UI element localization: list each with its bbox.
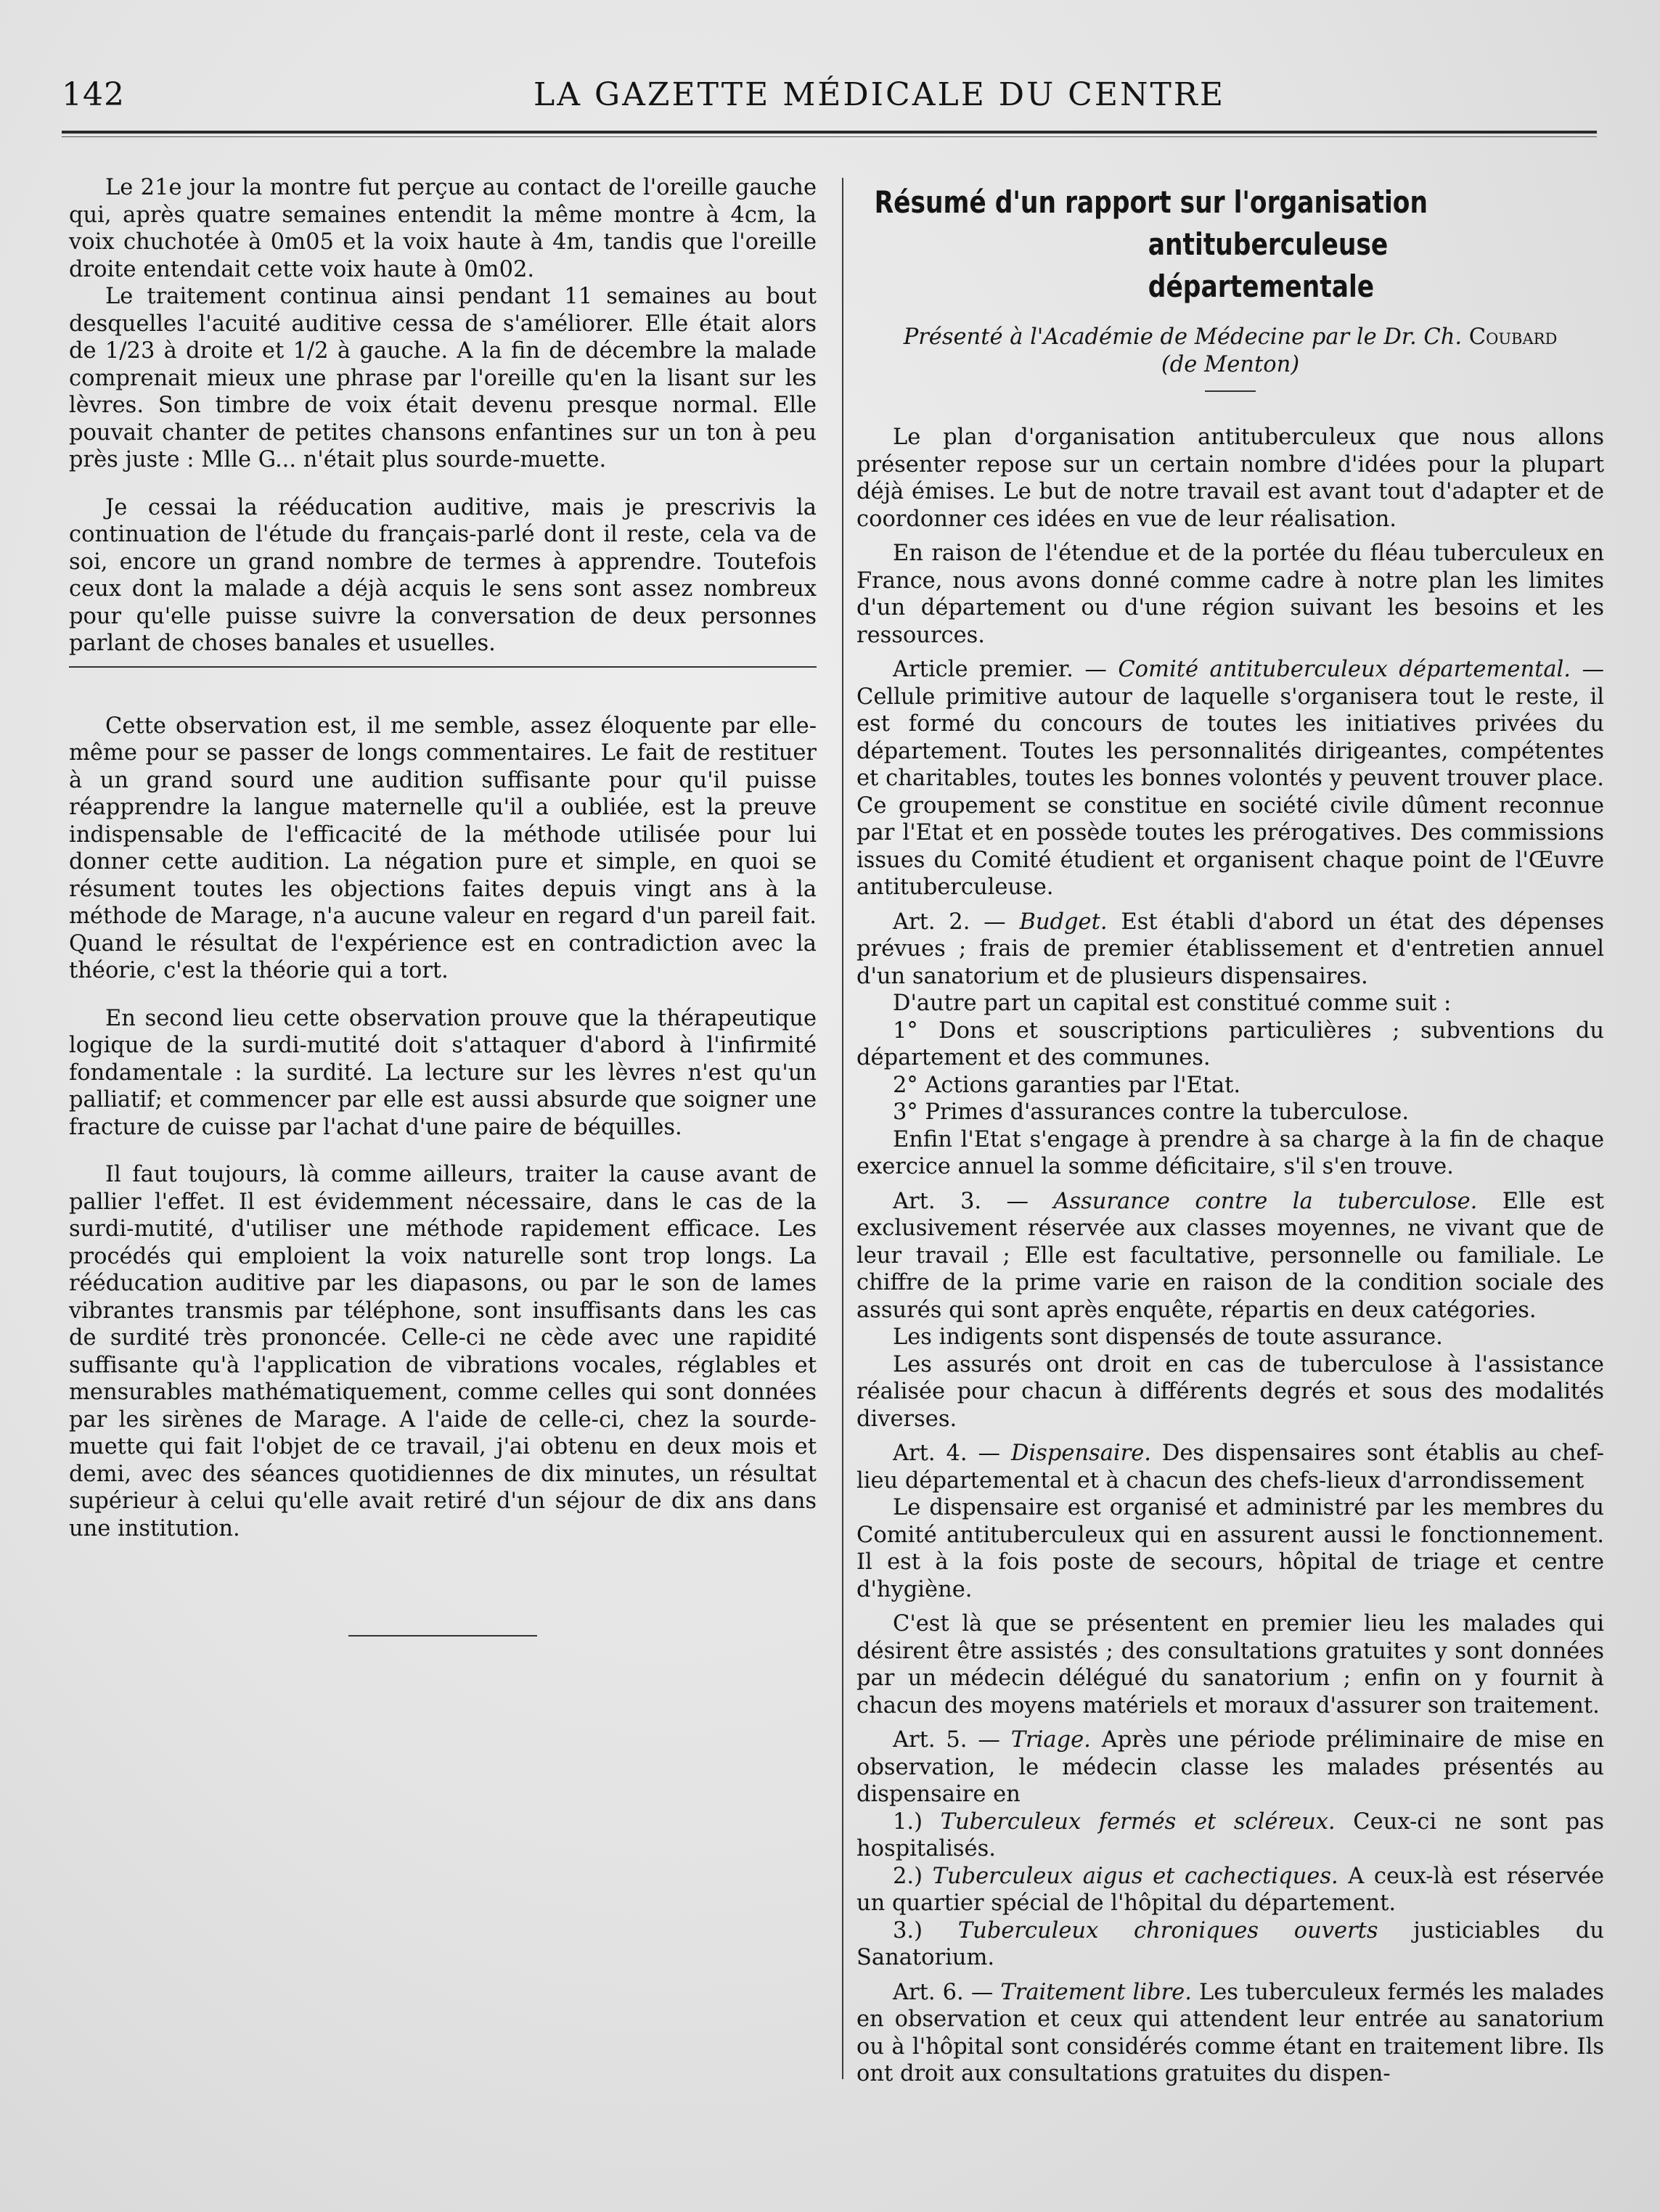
- paragraph: Le 21e jour la montre fut perçue au contact de l'oreille gauche qui, après quatre semaines entendit la même montre à 4cm, la voix chuchotée à 0m05 et la voix haute à 4m, tandis que l'oreille droite entendait cette voix haute à 0m02.: [69, 175, 817, 282]
- section-rule: [69, 666, 817, 668]
- left-column: [69, 174, 817, 1637]
- article-text: Est établi d'abord un état des dépenses prévues ; frais de premier établissement et d'entretien annuel d'un sanatorium et de plusieurs dispensaires.: [856, 909, 1605, 989]
- column-divider: [842, 178, 843, 2079]
- list-text: A ceux-là est réservée un quartier spécial de l'hôpital du département.: [856, 1863, 1604, 1916]
- list-number: 1.): [893, 1808, 923, 1835]
- paragraph: Les assurés ont droit en cas de tuberculose à l'assistance réalisée pour chacun à différents degrés et sous des modalités diverses.: [856, 1351, 1604, 1432]
- paragraph: Les indigents sont dispensés de toute assurance.: [893, 1324, 1443, 1350]
- article-text: Elle est exclusivement réservée aux classes moyennes, ne vivant que de leur travail ; Elle est facultative, personnelle ou familiale. Le chiffre de la prime varie en raison de la condition sociale des assurés qui sont après enquête, répartis en deux catégories.: [856, 1188, 1604, 1323]
- paragraph: Le traitement continua ainsi pendant 11 semaines au bout desquelles l'acuité auditive cessa de s'améliorer. Elle était alors de 1/23 à droite et 1/2 à gauche. A la fin de décembre la malade comprenait mieux une phrase par l'oreille qu'en la lisant sur les lèvres. Son timbre de voix était devenu presque normal. Elle pouvait chanter de petites chansons enfantines sur un ton à peu près juste : Mlle G... n'était plus sourde-muette.: [69, 284, 817, 472]
- article-4: [856, 1440, 1604, 1494]
- article-title: [856, 181, 1589, 308]
- article-head: Art. 3. —: [893, 1188, 1029, 1214]
- article-subtitle: Budget.: [1019, 909, 1108, 935]
- list-number: 2.): [893, 1863, 923, 1889]
- article-subtitle: Comité antituberculeux départemental. —: [1118, 657, 1604, 682]
- article-head: Art. 2. —: [893, 909, 1006, 935]
- paragraph: Le plan d'organisation antituberculeux que nous allons présenter repose sur un certain nombre d'idées pour la plupart déjà émises. Le but de notre travail est avant tout d'adapter et de coordonner ces idées en vue de leur réalisation.: [856, 425, 1604, 532]
- article-head: Art. 5. —: [893, 1727, 1000, 1753]
- article-5: [856, 1726, 1604, 1808]
- paragraph: Cette observation est, il me semble, assez éloquente par elle-même pour se passer de longs commentaires. Le fait de restituer à un grand sourd une audition suffisante pour qu'il puisse réapprendre la langue maternelle qu'il a oubliée, est la preuve indispensable de l'efficacité de la méthode utilisée pour lui donner cette audition. La négation pure et simple, en quoi se résument toutes les objections faites depuis vingt ans à la méthode de Marage, n'a aucune valeur en regard d'un pareil fait. Quand le résultat de l'expérience est en contradiction avec la théorie, c'est la théorie qui a tort.: [69, 713, 817, 983]
- article-subtitle: Dispensaire.: [1010, 1441, 1151, 1466]
- article-head: Art. 4. —: [893, 1441, 1001, 1466]
- article-subtitle: Assurance contre la tuberculose.: [1053, 1188, 1478, 1214]
- article-head: Art. 6. —: [893, 1979, 994, 2005]
- page-number: 142: [62, 76, 125, 113]
- article-text: Les tuberculeux fermés les malades en observation et ceux qui attendent leur entrée au sanatorium ou à l'hôpital sont considérés comme étant en traitement libre. Ils ont droit aux consultations gratuites du dispen-: [856, 1979, 1604, 2086]
- title-rule: [1205, 390, 1256, 392]
- article-text: Des dispensaires sont établis au chef-lieu départemental et à chacun des chefs-lieux d'arrondissement: [856, 1441, 1604, 1494]
- paragraph: Le dispensaire est organisé et administré par les membres du Comité antituberculeux qui en assurent aussi le fonctionnement. Il est à la fois poste de secours, hôpital de triage et centre d'hygiène.: [856, 1495, 1604, 1602]
- author-location: (de Menton): [1161, 352, 1300, 377]
- list-term: Tuberculeux chroniques ouverts: [957, 1917, 1378, 1943]
- list-item: 1° Dons et souscriptions particulières ; subventions du département et des communes.: [856, 1017, 1604, 1070]
- article-head: Article premier. —: [893, 657, 1107, 682]
- paragraph: Il faut toujours, là comme ailleurs, traiter la cause avant de pallier l'effet. Il est évidemment nécessaire, dans le cas de la surdi-mutité, d'utiliser une méthode rapidement efficace. Les procédés qui emploient la voix naturelle sont trop longs. La rééducation auditive par les diapasons, ou par le son de lames vibrantes transmis par téléphone, sont insuffisants dans les cas de surdité très prononcée. Celle-ci ne cède avec une rapidité suffisante qu'à l'application de vibrations vocales, réglables et mensurables mathématiquement, comme celles qui sont données par les sirènes de Marage. A l'aide de celle-ci, chez la sourde-muette qui fait l'objet de ce travail, j'ai obtenu en deux mois et demi, avec des séances quotidiennes de dix minutes, un résultat supérieur à celui qu'elle avait retiré d'un séjour de dix ans dans une institution.: [69, 1162, 817, 1541]
- list-item: [856, 1863, 1604, 1917]
- article-3: [856, 1188, 1604, 1324]
- paragraph: D'autre part un capital est constitué comme suit :: [893, 991, 1452, 1016]
- journal-title: LA GAZETTE MÉDICALE DU CENTRE: [533, 76, 1226, 113]
- article-title-line-1: Résumé d'un rapport sur l'organisation: [874, 184, 1428, 220]
- author-name: Coubard: [1468, 324, 1558, 350]
- list-text: Ceux-ci ne sont pas hospitalisés.: [856, 1808, 1605, 1861]
- paragraph: C'est là que se présentent en premier lieu les malades qui désirent être assistés ; des consultations gratuites y sont données par un médecin délégué du sanatorium ; enfin on y fournit à chacun des moyens matériels et moraux d'assurer son traitement.: [856, 1611, 1604, 1719]
- article-1: [856, 656, 1604, 901]
- page-header: [62, 76, 1615, 127]
- list-text: justiciables du Sanatorium.: [856, 1917, 1604, 1970]
- paragraph: Je cessai la rééducation auditive, mais je prescrivis la continuation de l'étude du français-parlé dont il reste, cela va de soi, encore un grand nombre de termes à apprendre. Toutefois ceux dont la malade a déjà acquis le sens sont assez nombreux pour qu'elle puisse suivre la conversation de deux personnes parlant de choses banales et usuelles.: [69, 494, 817, 656]
- paragraph: En raison de l'étendue et de la portée du fléau tuberculeux en France, nous avons donné comme cadre à notre plan les limites d'un département ou d'une région suivant les besoins et les ressources.: [856, 541, 1604, 648]
- article-subtitle: Triage.: [1010, 1727, 1091, 1753]
- article-subtitle: Traitement libre.: [1000, 1979, 1192, 2005]
- list-number: 3.): [893, 1917, 923, 1943]
- article-2: [856, 909, 1604, 991]
- list-item: 2° Actions garanties par l'Etat.: [893, 1072, 1241, 1098]
- header-rule-thin: [62, 136, 1597, 137]
- list-term: Tuberculeux fermés et scléreux.: [940, 1808, 1336, 1835]
- right-column: [856, 181, 1604, 2088]
- list-term: Tuberculeux aigus et cachectiques.: [932, 1863, 1338, 1889]
- article-text: Après une période préliminaire de mise en observation, le médecin classe les malades présentés au dispensaire en: [856, 1727, 1604, 1807]
- article-text: Cellule primitive autour de laquelle s'organisera tout le reste, il est formé du concours de toutes les initiatives privées du département. Toutes les personnalités dirigeantes, compétentes et charitables, toutes les bonnes volontés y peuvent trouver place. Ce groupement se constitue en société civile dûment reconnue par l'Etat et en possède toutes les prérogatives. Des commissions issues du Comité étudient et organisent chaque point de l'Œuvre antituberculeuse.: [856, 684, 1604, 900]
- end-rule: [348, 1635, 537, 1637]
- presented-prefix: Présenté à l'Académie de Médecine par le Dr. Ch.: [903, 324, 1463, 350]
- article-title-line-2: antituberculeuse départementale: [1148, 226, 1389, 304]
- header-rule: [62, 131, 1597, 134]
- list-item: [856, 1917, 1604, 1972]
- presented-by: [856, 324, 1604, 379]
- list-item: 3° Primes d'assurances contre la tuberculose.: [893, 1099, 1410, 1125]
- article-6: [856, 1979, 1604, 2088]
- list-item: [856, 1808, 1604, 1863]
- paragraph: En second lieu cette observation prouve que la thérapeutique logique de la surdi-mutité doit s'attaquer d'abord à l'infirmité fondamentale : la surdité. La lecture sur les lèvres n'est qu'un palliatif; et commencer par elle est aussi absurde que soigner une fracture de cuisse par l'achat d'une paire de béquilles.: [69, 1005, 817, 1140]
- paragraph: Enfin l'Etat s'engage à prendre à sa charge à la fin de chaque exercice annuel la somme déficitaire, s'il s'en trouve.: [856, 1126, 1604, 1179]
